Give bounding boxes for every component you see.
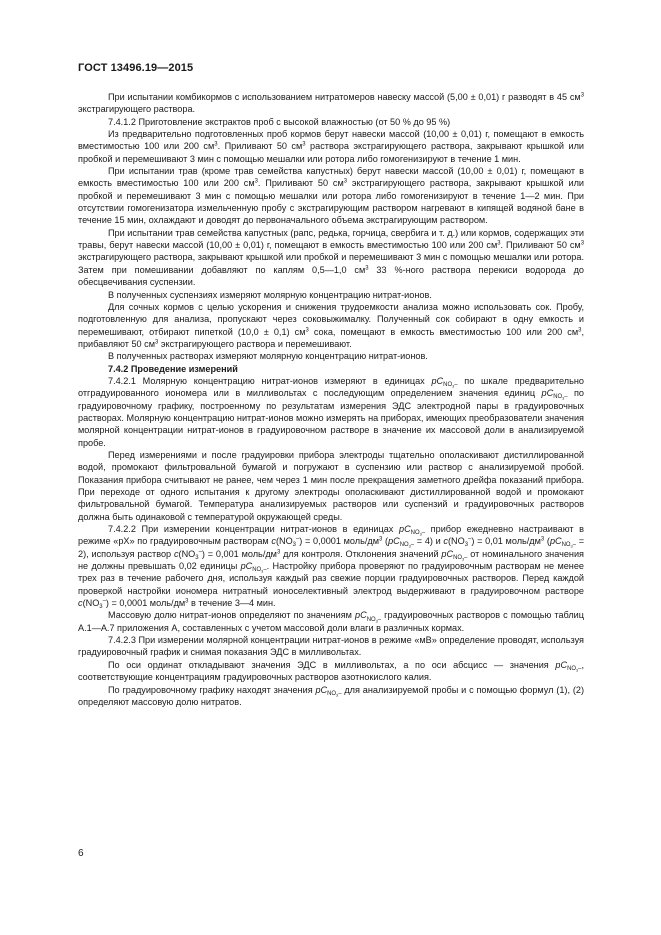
paragraph-p15: По оси ординат откладывают значения ЭДС в милливольтах, а по оси абсцисс — значения $pC_{NO_3-}$, соответствующие концентрациям градуировочных растворов азотнокислого калия. bbox=[78, 659, 584, 683]
paragraph-p11: Перед измерениями и после градуировки прибора электроды тщательно ополаскивают дистиллированной водой, промокают фильтровальной бумагой и погружают в суспензию или раствор с анализируемой пробой. Показания прибора считывают не ранее, чем через 1 мин после прекращения заметного дрейфа показаний прибора. При переходе от одного испытания к другому электроды ополаскивают дистиллированной водой и промокают фильтровальной бумагой. Температура анализируемых растворов или суспензий и градуировочных растворов должна быть одинаковой с температурой окружающей среды. bbox=[78, 449, 584, 522]
paragraph-p6: В полученных суспензиях измеряют молярную концентрацию нитрат-ионов. bbox=[108, 289, 432, 300]
paragraph-p1: При испытании комбикормов с использованием нитратомеров навеску массой (5,00 ± 0,01) г разводят в 45 $см^3$ экстрагирующего раствора. bbox=[78, 92, 584, 115]
document-body bbox=[78, 91, 584, 708]
page-number: 6 bbox=[78, 848, 84, 859]
paragraph-p13: Массовую долю нитрат-ионов определяют по значениям $pC_{NO_3-}$ градуировочных растворов с помощью таблиц А.1—А.7 приложения А, составленных с учетом массовой доли влаги в различных кормах. bbox=[78, 610, 584, 633]
paragraph-p7: Для сочных кормов с целью ускорения и снижения трудоемкости анализа можно использовать сок. Пробу, подготовленную для анализа, пропускают через соковыжималку. Полученный сок собирают в одну емкость и перемешивают, отбирают пипеткой (10,0 ± 0,1) $см^3$ сока, помещают в емкость вместимостью 100 или 200 $см^3$, прибавляют 50 $см^3$ экстрагирующего раствора и перемешивают. bbox=[78, 301, 584, 349]
paragraph-p16: По градуировочному графику находят значения $pC_{NO_3-}$ для анализируемой пробы и с помощью формул (1), (2) определяют массовую долю нитратов. bbox=[78, 684, 584, 707]
paragraph-p8: В полученных растворах измеряют молярную концентрацию нитрат-ионов. bbox=[108, 351, 428, 362]
paragraph-p5: При испытании трав семейства капустных (рапс, редька, горчица, свербига и т. д.) или кормов, содержащих эти травы, берут навески массой (10,00 ± 0,01) г, помещают в емкость вместимостью 100 или 200 $см^3$. Приливают 50 $см^3$ экстрагирующего раствора, закрывают крышкой или пробкой и перемешивают 3 мин с помощью мешалки или ротора. Затем при помешивании добавляют по каплям 0,5—1,0 $см^3$ 33 %-ного раствора перекиси водорода до обесцвечивания суспензии. bbox=[78, 227, 585, 288]
paragraph-p4: При испытании трав (кроме трав семейства капустных) берут навески массой (10,00 ± 0,01) г, помещают в емкость вместимостью 100 или 200 $см^3$. Приливают 50 $см^3$ экстрагирующего раствора, закрывают крышкой или пробкой и перемешивают 3 мин с помощью мешалки или ротора либо гомогенизируют в течение 1—2 мин. При отсутствии гомогенизатора измельченную пробу с экстрагирующим раствором нагревают в кипящей водяной бане в течение 15 мин, охлаждают и доводят до первоначального объема экстрагирующим раствором. bbox=[78, 166, 584, 226]
paragraph-p14: 7.4.2.3 При измерении молярной концентрации нитрат-ионов в режиме «мВ» определение проводят, используя градуировочный график и снимая показания ЭДС в милливольтах. bbox=[78, 635, 584, 658]
paragraph-p3: Из предварительно подготовленных проб кормов берут навески массой (10,00 ± 0,01) г, помещают в емкость вместимостью 100 или 200 $см^3$. Приливают 50 $см^3$ раствора экстрагирующего раствора, закрывают крышкой или пробкой и перемешивают 3 мин с помощью мешалки или ротора либо гомогенизируют в течение 1 мин. bbox=[78, 129, 584, 164]
paragraph-p10: 7.4.2.1 Молярную концентрацию нитрат-ионов измеряют в единицах $pC_{NO_3-}$ по шкале предварительно отградуированного иономера или в милливольтах с последующим определением значения единиц $pC_{NO_3-}$ по градуировочному графику, построенному по результатам измерения ЭДС электродной пары в градуировочных растворах. Молярную концентрацию нитрат-ионов можно измерять на приборах, имеющих преобразователи значения молярной концентрации нитрат-ионов в градуировочном растворе в значение их массовой доли в анализируемой пробе. bbox=[78, 375, 584, 448]
paragraph-p12: 7.4.2.2 При измерении концентрации нитрат-ионов в единицах $pC_{NO_3-}$ прибор ежедневно настраивают в режиме «рХ» по градуировочным растворам $c(NO_3^-) = 0,0001$ моль/$дм^3$ $(pC_{NO_3-} = 4)$ и $c(NO_3^-) = 0,01$ моль/$дм^3$ $(pC_{NO_3-} = 2)$, используя раствор $c(NO_3^-) = 0,001$ моль/$дм^3$ для контроля. Отклонения значений $pC_{NO_3-}$ от номинального значения не должны превышать 0,02 единицы $pC_{NO_3-}$. Настройку прибора проверяют по градуировочным растворам не менее трех раз в течение рабочего дня, используя каждый раз свежие порции градуировочных растворов. Перед каждой проверкой настройки иономера нитратный ионоселективный электрод выдерживают в градуировочном растворе $c(NO_3^-) = 0,0001$ моль/$дм^3$ в течение 3—4 мин. bbox=[78, 524, 585, 611]
document-header: ГОСТ 13496.19—2015 bbox=[78, 62, 194, 74]
paragraph-p9: 7.4.2 Проведение измерений bbox=[108, 363, 238, 374]
paragraph-p2: 7.4.1.2 Приготовление экстрактов проб с высокой влажностью (от 50 % до 95 %) bbox=[108, 116, 451, 127]
